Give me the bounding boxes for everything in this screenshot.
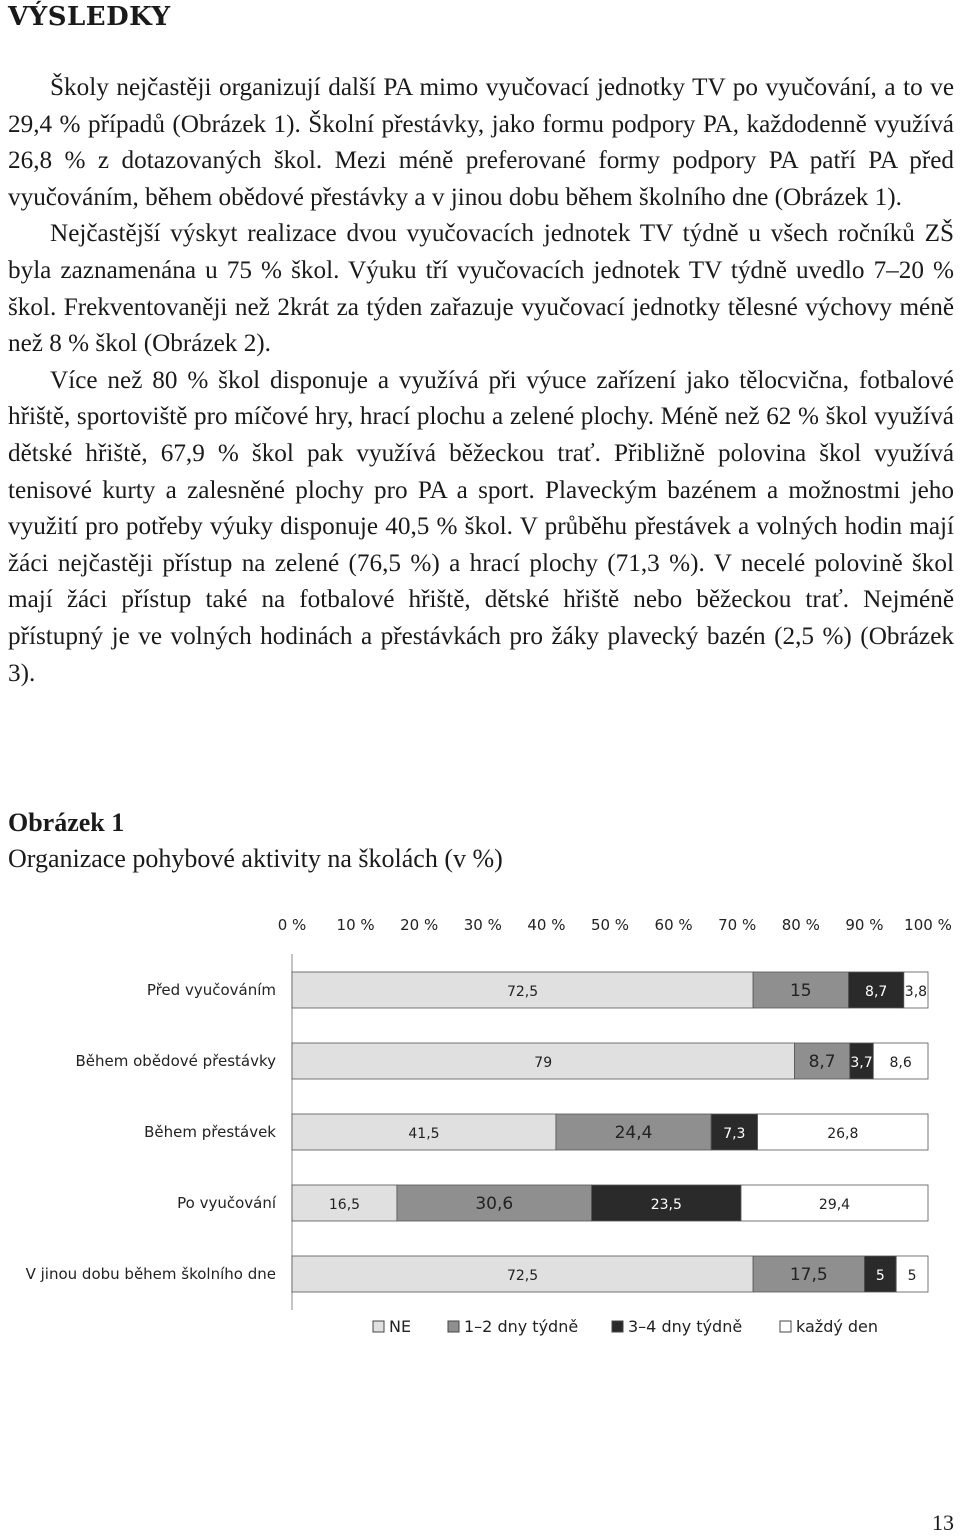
stacked-bar-chart — [0, 900, 960, 1370]
data-label: 8,7 — [865, 984, 888, 1000]
data-label: 3,8 — [904, 984, 928, 1000]
data-label: 41,5 — [408, 1126, 440, 1142]
section-heading: VÝSLEDKY — [8, 2, 171, 32]
category-label: V jinou dobu během školního dne — [25, 1265, 276, 1283]
x-tick-label: 70 % — [718, 916, 757, 934]
data-label: 8,7 — [808, 1052, 836, 1072]
x-tick-label: 60 % — [654, 916, 693, 934]
x-tick-label: 20 % — [400, 916, 439, 934]
x-tick-label: 30 % — [463, 916, 502, 934]
figure-caption: Organizace pohybové aktivity na školách (v %) — [8, 844, 503, 873]
x-tick-label: 100 % — [904, 916, 952, 934]
x-tick-label: 50 % — [590, 916, 630, 934]
legend-label: 1–2 dny týdně — [464, 1317, 579, 1336]
x-tick-label: 0 % — [277, 916, 307, 934]
data-label: 29,4 — [818, 1197, 851, 1213]
x-tick-label: 10 % — [336, 916, 375, 934]
body-text — [8, 70, 954, 692]
data-label: 5 — [875, 1268, 885, 1284]
data-label: 15 — [789, 981, 812, 1001]
paragraph: Nejčastější výskyt realizace dvou vyučovacích jednotek TV týdně u všech ročníků ZŠ byla zaznamenána u 75 % škol. Výuku tří vyučovacích jednotek TV týdně uvedlo 7–20 % škol. Frekventovaněji než 2krát za týden zařazuje vyučovací jednotky tělesné výchovy méně než 8 % škol (Obrázek 2). — [8, 220, 954, 358]
data-label: 72,5 — [506, 1268, 539, 1284]
legend-label: každý den — [796, 1317, 879, 1336]
page-number: 13 — [932, 1510, 954, 1535]
data-label: 30,6 — [475, 1194, 514, 1214]
data-label: 24,4 — [614, 1123, 653, 1143]
legend-swatch — [448, 1321, 459, 1332]
data-label: 17,5 — [789, 1265, 828, 1285]
legend-swatch — [373, 1321, 384, 1332]
legend-label: 3–4 dny týdně — [628, 1317, 743, 1336]
category-label: Během přestávek — [144, 1123, 276, 1141]
data-label: 26,8 — [827, 1126, 859, 1142]
data-label: 16,5 — [328, 1197, 361, 1213]
data-label: 23,5 — [650, 1197, 682, 1213]
category-label: Během obědové přestávky — [75, 1052, 276, 1070]
data-label: 79 — [534, 1055, 553, 1071]
x-tick-label: 40 % — [527, 916, 566, 934]
paragraph: Školy nejčastěji organizují další PA mimo vyučovací jednotky TV po vyučování, a to ve 29,4 % případů (Obrázek 1). Školní přestávky, jako formu podpory PA, každodenně využívá 26,8 % z dotazovaných škol. Mezi méně preferované formy podpory PA patří PA před vyučováním, během obědové přestávky a v jinou dobu během školního dne (Obrázek 1). — [8, 74, 954, 211]
paragraph: Více než 80 % škol disponuje a využívá při výuce zařízení jako tělocvična, fotbalové hřiště, sportoviště pro míčové hry, hrací plochu a zelené plochy. Méně než 62 % škol využívá dětské hřiště, 67,9 % škol pak využívá běžeckou trať. Přibližně polovina škol využívá tenisové kurty a zalesněné plochy pro PA a sport. Plaveckým bazénem a možnostmi jeho využití pro potřeby výuky disponuje 40,5 % škol. V průběhu přestávek a volných hodin mají žáci nejčastěji přístup na zelené (76,5 %) a hrací plochy (71,3 %). V necelé polovině škol mají žáci přístup také na fotbalové hřiště, dětské hřiště nebo běžeckou trať. Nejméně přístupný je ve volných hodinách a přestávkách pro žáky plavecký bazén (2,5 %) (Obrázek 3). — [8, 366, 954, 687]
figure-label: Obrázek 1 — [8, 808, 125, 837]
legend-label: NE — [389, 1317, 412, 1336]
x-tick-label: 80 % — [781, 916, 820, 934]
x-tick-label: 90 % — [845, 916, 884, 934]
category-label: Před vyučováním — [146, 981, 276, 999]
legend-swatch — [780, 1321, 791, 1332]
data-label: 7,3 — [723, 1126, 746, 1142]
data-label: 72,5 — [506, 984, 539, 1000]
data-label: 8,6 — [889, 1055, 912, 1071]
data-label: 5 — [907, 1268, 917, 1284]
category-label: Po vyučování — [177, 1194, 276, 1212]
data-label: 3,7 — [850, 1055, 873, 1071]
legend-swatch — [612, 1321, 623, 1332]
